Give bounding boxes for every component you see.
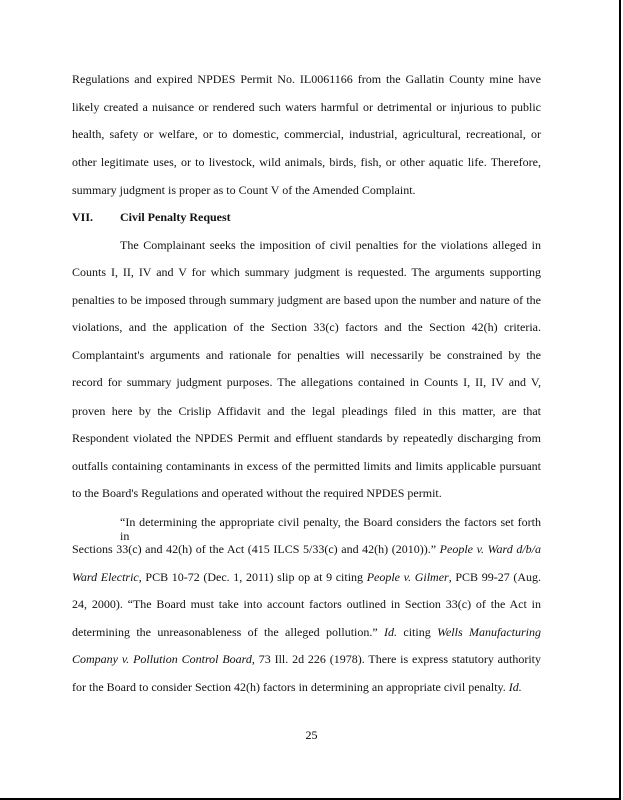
citation-italic: People v. Gilmer — [366, 570, 449, 584]
text-run: for the Board to consider Section 42(h) factors in determining an appropriate civil penalty. — [72, 680, 509, 694]
text-line — [72, 459, 541, 473]
section-number: VII. — [72, 210, 94, 224]
text-line — [72, 680, 541, 694]
text-line — [72, 320, 541, 334]
text-run: , 73 Ill. 2d 226 (1978). There is express statutory authority — [251, 652, 541, 666]
text-run: Regulations and expired NPDES Permit No. IL0061166 from the Gallatin County mine have — [72, 72, 541, 86]
text-line — [120, 515, 541, 543]
section-title: Civil Penalty Request — [120, 210, 231, 224]
citation-italic: Ward Electric — [72, 570, 139, 584]
text-run: violations, and the application of the Section 33(c) factors and the Section 42(h) criteria. — [72, 320, 541, 334]
text-run: Sections 33(c) and 42(h) of the Act (415 ILCS 5/33(c) and 42(h) (2010)).” — [72, 542, 440, 556]
text-line — [72, 265, 541, 279]
text-run: determining the unreasonableness of the alleged pollution.” — [72, 625, 385, 639]
text-line — [72, 155, 541, 169]
text-run: 24, 2000). “The Board must take into account factors outlined in Section 33(c) of the Act in — [72, 597, 541, 611]
text-line — [72, 127, 541, 141]
text-run: Counts I, II, IV and V for which summary judgment is requested. The arguments supporting — [72, 265, 541, 279]
text-line — [72, 348, 541, 362]
text-run: “In determining the appropriate civil penalty, the Board considers the factors set forth in — [120, 515, 541, 543]
text-run: Complantaint's arguments and rationale for penalties will necessarily be constrained by the — [72, 348, 541, 362]
text-run: proven here by the Crislip Affidavit and the legal pleadings filed in this matter, are that — [72, 404, 541, 418]
citation-italic: Company v. Pollution Control Board — [72, 652, 252, 666]
text-run: , PCB 99-27 (Aug. — [448, 570, 542, 584]
citation-italic: Id. — [384, 625, 398, 639]
text-line — [120, 238, 541, 252]
text-run: outfalls containing contaminants in excess of the permitted limits and limits applicable pursuant — [72, 459, 541, 473]
text-line — [72, 375, 541, 389]
page-number: 25 — [305, 728, 318, 742]
text-run: to the Board's Regulations and operated without the required NPDES permit. — [72, 486, 442, 500]
text-line — [72, 542, 541, 556]
text-line — [72, 625, 541, 639]
text-line — [72, 72, 541, 86]
text-line — [72, 486, 541, 500]
text-run: health, safety or welfare, or to domestic, commercial, industrial, agricultural, recreational, or — [72, 127, 541, 141]
citation-italic: Wells Manufacturing — [437, 625, 541, 639]
section-heading — [72, 210, 541, 224]
text-line — [72, 652, 541, 666]
text-line — [72, 570, 541, 584]
text-run: other legitimate uses, or to livestock, wild animals, birds, fish, or other aquatic life. Therefore, — [72, 155, 541, 169]
citation-italic: Id. — [508, 680, 522, 694]
text-run: likely created a nuisance or rendered such waters harmful or detrimental or injurious to public — [72, 100, 541, 114]
text-line — [72, 100, 541, 114]
text-run: Respondent violated the NPDES Permit and effluent standards by repeatedly discharging from — [72, 431, 541, 445]
text-line — [72, 431, 541, 445]
text-run: penalties to be imposed through summary judgment are based upon the number and nature of the — [72, 293, 541, 307]
text-run: , PCB 10-72 (Dec. 1, 2011) slip op at 9 citing — [138, 570, 367, 584]
text-line — [72, 293, 541, 307]
text-run: citing — [397, 625, 438, 639]
citation-italic: People v. Ward d/b/a — [439, 542, 542, 556]
text-run: record for summary judgment purposes. The allegations contained in Counts I, II, IV and V, — [72, 375, 541, 389]
text-line — [72, 597, 541, 611]
text-run: summary judgment is proper as to Count V of the Amended Complaint. — [72, 183, 416, 197]
text-line — [72, 183, 541, 197]
text-run: The Complainant seeks the imposition of civil penalties for the violations alleged in — [120, 238, 541, 252]
text-line — [72, 404, 541, 418]
